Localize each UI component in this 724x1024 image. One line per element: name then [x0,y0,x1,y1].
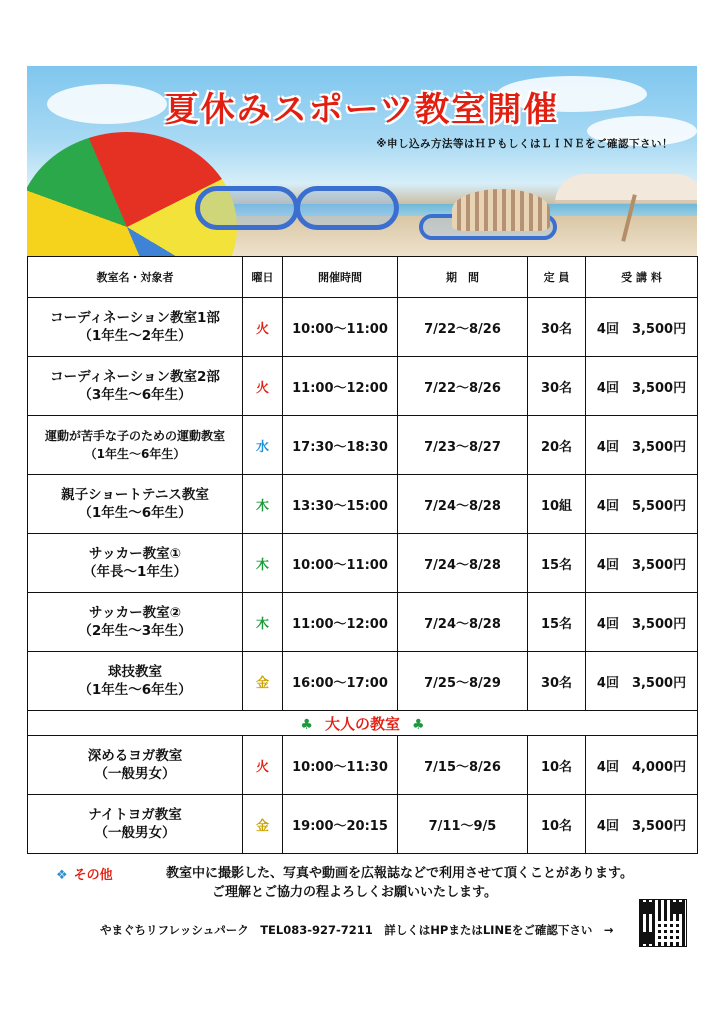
time-cell: 11:00～12:00 [283,593,398,652]
goggles-image [195,186,299,230]
class-name: サッカー教室① [88,546,182,562]
other-line-2: ご理解とご協力の程よろしくお願いいたします。 [212,885,497,900]
table-row [28,795,698,854]
time-cell: 17:30～18:30 [283,416,398,475]
table-header-row [28,257,698,298]
class-name-cell [28,416,243,475]
fee-cell: 4回 5,500円 [586,475,698,534]
clover-icon: ♣ [300,716,313,733]
class-name: ナイトヨガ教室 [88,807,182,823]
fee-cell: 4回 3,500円 [586,652,698,711]
capacity-cell: 30名 [528,298,586,357]
goggles-image [295,186,399,230]
class-name-cell [28,298,243,357]
day-cell: 水 [243,416,283,475]
fee-cell: 4回 4,000円 [586,736,698,795]
class-target: （1年生～6年生） [78,505,192,521]
seashell-image [452,189,550,231]
day-cell: 火 [243,736,283,795]
header-period: 期 間 [398,257,528,298]
day-cell: 金 [243,795,283,854]
class-target: （年長～1年生） [83,564,187,580]
application-note: ※申し込み方法等はＨＰもしくはＬＩＮＥをご確認下さい！ [376,138,673,150]
class-name-cell [28,357,243,416]
class-target: （1年生～6年生） [84,447,186,461]
table-row [28,652,698,711]
fee-cell: 4回 3,500円 [586,298,698,357]
capacity-cell: 20名 [528,416,586,475]
schedule-table [27,256,698,854]
class-target: （2年生～3年生） [78,623,192,639]
adult-section-cell [28,711,698,736]
header-time: 開催時間 [283,257,398,298]
header-day: 曜日 [243,257,283,298]
class-target: （1年生～6年生） [78,682,192,698]
class-name: 運動が苦手な子のための運動教室 [44,429,225,443]
period-cell: 7/11～9/5 [398,795,528,854]
header-fee: 受 講 料 [586,257,698,298]
other-section [56,864,696,900]
day-cell: 木 [243,534,283,593]
time-cell: 19:00～20:15 [283,795,398,854]
period-cell: 7/15～8/26 [398,736,528,795]
class-name-cell [28,475,243,534]
umbrella-image [555,174,697,203]
time-cell: 11:00～12:00 [283,357,398,416]
table-row [28,736,698,795]
class-name: 球技教室 [108,664,162,680]
capacity-cell: 30名 [528,652,586,711]
table-row [28,416,698,475]
other-line-1: 教室中に撮影した、写真や動画を広報誌などで利用させて頂くことがあります。 [166,866,633,881]
footer-contact: やまぐちリフレッシュパーク TEL083-927-7211 詳しくはHPまたはLINEをご確認下さい → [100,923,614,937]
class-target: （一般男女） [94,825,176,841]
class-name: 深めるヨガ教室 [87,748,183,764]
header-banner [27,66,697,256]
diamond-icon: ❖ [56,868,68,883]
time-cell: 13:30～15:00 [283,475,398,534]
class-name-cell [28,534,243,593]
table-row [28,357,698,416]
class-name-cell [28,652,243,711]
class-name: 親子ショートテニス教室 [61,487,209,503]
period-cell: 7/25～8/29 [398,652,528,711]
adult-section-row [28,711,698,736]
period-cell: 7/22～8/26 [398,298,528,357]
header-class-name: 教室名・対象者 [28,257,243,298]
day-cell: 火 [243,357,283,416]
table-row [28,534,698,593]
class-name: コーディネーション教室2部 [50,369,220,385]
day-cell: 木 [243,475,283,534]
time-cell: 10:00～11:30 [283,736,398,795]
clover-icon: ♣ [412,716,425,733]
class-name-cell [28,593,243,652]
fee-cell: 4回 3,500円 [586,416,698,475]
capacity-cell: 10名 [528,795,586,854]
capacity-cell: 10名 [528,736,586,795]
class-target: （3年生～6年生） [78,387,192,403]
other-label: その他 [73,868,113,883]
fee-cell: 4回 3,500円 [586,534,698,593]
capacity-cell: 30名 [528,357,586,416]
class-name: サッカー教室② [88,605,182,621]
period-cell: 7/23～8/27 [398,416,528,475]
capacity-cell: 15名 [528,534,586,593]
class-target: （1年生～2年生） [78,328,192,344]
fee-cell: 4回 3,500円 [586,795,698,854]
day-cell: 金 [243,652,283,711]
header-capacity: 定 員 [528,257,586,298]
table-row [28,298,698,357]
table-row [28,593,698,652]
capacity-cell: 15名 [528,593,586,652]
period-cell: 7/24～8/28 [398,475,528,534]
class-name-cell [28,736,243,795]
period-cell: 7/24～8/28 [398,593,528,652]
period-cell: 7/24～8/28 [398,534,528,593]
class-name: コーディネーション教室1部 [50,310,220,326]
fee-cell: 4回 3,500円 [586,357,698,416]
qr-code-image[interactable] [640,900,686,946]
time-cell: 10:00～11:00 [283,534,398,593]
time-cell: 10:00～11:00 [283,298,398,357]
class-target: （一般男女） [94,766,176,782]
day-cell: 木 [243,593,283,652]
page-title: 夏休みスポーツ教室開催 [164,90,560,130]
table-row [28,475,698,534]
time-cell: 16:00～17:00 [283,652,398,711]
adult-section-label: 大人の教室 [324,714,400,733]
period-cell: 7/22～8/26 [398,357,528,416]
day-cell: 火 [243,298,283,357]
class-name-cell [28,795,243,854]
fee-cell: 4回 3,500円 [586,593,698,652]
other-text [166,864,633,902]
capacity-cell: 10組 [528,475,586,534]
